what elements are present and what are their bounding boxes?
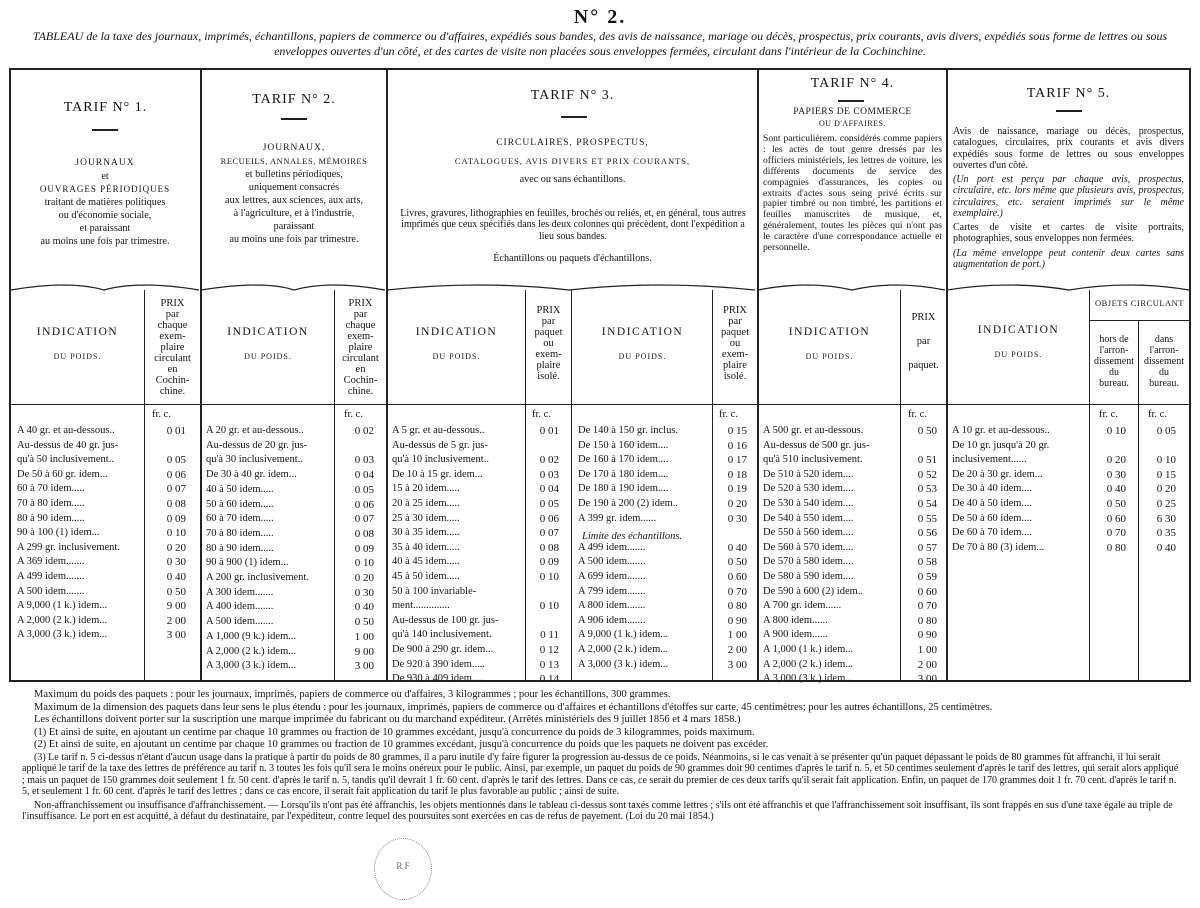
row-price: 0 20 [1106, 454, 1126, 467]
row-label: A 3,000 (3 k.) idem... [578, 658, 669, 670]
row-label: De 510 à 520 idem.... [763, 468, 854, 480]
row-price: 0 01 [166, 425, 186, 437]
row-price: 0 05 [539, 498, 559, 510]
row-price: 0 10 [166, 527, 186, 540]
row-price: 0 03 [354, 454, 374, 467]
price-header: PRIX par chaque exem- plaire circulant en Cochin- chine. [154, 298, 191, 397]
row-label: Au-dessus de 5 gr. jus- [392, 439, 488, 451]
row-label: ment.............. [392, 600, 450, 612]
row-price: 0 02 [539, 454, 559, 467]
row-price: 0 54 [917, 498, 937, 510]
row-price: 3 00 [727, 658, 747, 671]
row-label: A 299 gr. inclusivement. [17, 541, 120, 553]
dash-decoration [561, 116, 587, 118]
row-price: 0 16 [727, 439, 747, 452]
row-price: 0 60 [727, 571, 747, 583]
row-label: A 3,000 (3 k.) idem... [17, 629, 108, 641]
row-price: 0 50 [1106, 498, 1126, 510]
row-label: De 10 à 15 gr. idem... [392, 468, 483, 480]
row-price: 0 13 [539, 658, 559, 671]
unit-label: fr. c. [532, 409, 551, 420]
row-price: 3 00 [166, 629, 186, 642]
row-price: 0 02 [354, 425, 374, 437]
row-price: 0 10 [1156, 454, 1176, 467]
row-price: 0 20 [354, 572, 374, 584]
row-price: 0 18 [727, 468, 747, 481]
row-price: 0 53 [917, 483, 937, 496]
divider [386, 68, 388, 682]
row-label: 90 à 100 (1) idem... [17, 527, 100, 539]
row-label: De 140 à 150 gr. inclus. [578, 425, 679, 436]
row-price: 0 50 [727, 556, 747, 569]
row-label: A 3,000 (3 k.) idem... [763, 673, 854, 685]
row-label: 90 à 900 (1) idem... [206, 557, 289, 569]
row-price: 0 09 [166, 512, 186, 525]
price-header: PRIX par paquet ou exem- plaire isolé. [534, 305, 563, 382]
row-price: 0 30 [1106, 468, 1126, 481]
dash-decoration [1056, 110, 1082, 112]
row-price: 0 10 [539, 571, 559, 583]
row-label: De 180 à 190 idem.... [578, 483, 669, 495]
indication-header: INDICATION DU POIDS. [977, 324, 1060, 359]
row-price: 0 57 [917, 541, 937, 554]
row-label: A 699 idem....... [578, 571, 646, 582]
row-label: De 570 à 580 idem.... [763, 556, 854, 568]
price-header: PRIX par chaque exem- plaire circulant en Cochin- chine. [342, 298, 379, 397]
row-label: 40 à 45 idem..... [392, 556, 460, 568]
tarif-5-paragraph-2: (Un port est perçu par chaque avis, prospectus, circulaire, etc. lors même que plusieurs avis, prospectus, circulaires, etc. seraient imprimés sur le même exemplaire.) [953, 174, 1184, 219]
divider [946, 68, 948, 682]
library-stamp: R F [374, 838, 432, 900]
row-label: De 50 à 60 idem.... [952, 512, 1032, 524]
row-label: 50 à 100 invariable- [392, 585, 477, 597]
tarif-4-description: PAPIERS DE COMMERCE OU D'AFFAIRES. [793, 107, 912, 128]
tarif-4-title: TARIF N° 4. [810, 76, 895, 91]
row-price: 9 00 [166, 600, 186, 613]
divider [200, 68, 202, 682]
row-price: 2 00 [727, 644, 747, 656]
row-price: 0 56 [917, 527, 937, 540]
row-label: De 530 à 540 idem.... [763, 498, 854, 509]
row-price: 3 00 [917, 673, 937, 686]
row-label: A 40 gr. et au-dessous.. [17, 425, 115, 436]
row-label: De 930 à 409 idem..... [392, 673, 486, 685]
row-label: A 900 idem...... [763, 629, 828, 641]
row-price: 0 05 [166, 454, 186, 467]
row-price: 0 08 [539, 541, 559, 554]
dash-decoration [281, 118, 307, 120]
row-label: De 30 à 40 gr. idem... [206, 469, 297, 481]
tarif-5-paragraph-1: Avis de naissance, mariage ou décès, prospectus, catalogues, circulaires, prix courants et avis divers expédiés sous forme de lettres ou sous enveloppes ouvertes d'un côté. [953, 126, 1184, 171]
row-price: 0 09 [354, 542, 374, 555]
row-label: De 160 à 170 idem.... [578, 454, 669, 466]
divider [1089, 320, 1189, 321]
indication-header: INDICATION DU POIDS. [601, 326, 684, 361]
row-price: 0 30 [727, 512, 747, 525]
row-label: A 200 gr. inclusivement. [206, 572, 309, 583]
row-label: qu'à 50 inclusivement.. [17, 454, 114, 466]
row-price: 0 40 [1106, 483, 1126, 496]
indication-header: INDICATION DU POIDS. [36, 326, 119, 361]
row-price: 0 80 [917, 614, 937, 627]
tarif-1-title: TARIF N° 1. [63, 100, 148, 115]
hors-arrondissement-header: hors de l'arron- dissement du bureau. [1094, 334, 1134, 389]
row-label: De 50 à 60 gr. idem... [17, 468, 108, 480]
row-price: 0 40 [166, 571, 186, 583]
row-label: De 190 à 200 (2) idem.. [578, 498, 679, 509]
row-label: De 520 à 530 idem.... [763, 483, 854, 495]
row-label: A 3,000 (3 k.) idem... [206, 660, 297, 672]
divider [571, 290, 572, 682]
row-label: De 70 à 80 (3) idem... [952, 541, 1045, 553]
row-price: 0 01 [539, 425, 559, 437]
row-label: A 500 idem....... [578, 556, 646, 568]
tarif-5-title: TARIF N° 5. [1026, 86, 1111, 101]
row-label: A 700 gr. idem...... [763, 600, 842, 612]
divider [757, 68, 759, 682]
price-header: PRIX par paquet ou exem- plaire isolé. [721, 305, 749, 382]
row-price: 2 00 [917, 658, 937, 671]
row-label: qu'à 10 inclusivement.. [392, 454, 489, 466]
tarif-4-paragraph: Sont particulièrem. considérés comme papiers : les actes de tout genre dressés par les officiers ministériels, les lettres de voiture, les différents documents de service des compagnies d'assurances, les copies ou extraits d'actes sous seing privé écrits sur papier timbré ou non timbré, les partitions et feuilles manuscrites de musique, et, généralement, toutes les pièces qui n'ont pas le caractère d'une correspondance actuelle et personnelle. [763, 133, 942, 254]
tarif-3-samples: Échantillons ou paquets d'échantillons. [493, 253, 652, 264]
row-label: A 500 idem....... [17, 585, 85, 597]
row-price: 0 07 [354, 513, 374, 526]
row-price: 0 06 [539, 512, 559, 525]
row-label: A 300 idem....... [206, 586, 274, 598]
row-label: A 9,000 (1 k.) idem... [17, 600, 108, 612]
row-price: 0 40 [354, 601, 374, 614]
row-price: 0 40 [1156, 541, 1176, 554]
row-label: A 500 idem....... [206, 616, 274, 628]
note: Les échantillons doivent porter sur la suscription une marque imprimée du fabricant ou du marchand expéditeur. (Arrêtés ministériels des 9 juillet 1856 et 4 mars 1858.) [34, 714, 741, 725]
tarif-5-paragraph-3: Cartes de visite et cartes de visite portraits, photographies, sous enveloppes non fermées. [953, 222, 1184, 245]
row-label: A 1,000 (9 k.) idem... [206, 630, 297, 642]
row-price: 0 25 [1156, 498, 1176, 510]
tarif-1-description: JOURNAUX et OUVRAGES PÉRIODIQUES traitant de matières politiques ou d'économie sociale, et paraissant au moins une fois par trimestre. [39, 158, 171, 247]
row-label: qu'à 140 inclusivement. [392, 629, 492, 641]
row-price: 0 70 [917, 600, 937, 613]
unit-label: fr. c. [152, 409, 171, 420]
limite-echantillons-label: Limite des échantillons. [582, 531, 683, 542]
footnotes [22, 689, 1182, 823]
row-label: A 906 idem....... [578, 614, 646, 626]
row-label: qu'à 510 inclusivement. [763, 454, 863, 466]
row-price: 0 15 [727, 425, 747, 437]
row-price: 0 17 [727, 454, 747, 467]
price-header: PRIX par paquet. [908, 312, 939, 371]
row-price: 0 70 [727, 585, 747, 598]
row-label: De 170 à 180 idem.... [578, 468, 669, 480]
row-price: 3 00 [354, 660, 374, 673]
row-price: 6 30 [1156, 512, 1176, 525]
row-price: 0 55 [917, 512, 937, 525]
row-price: 1 00 [917, 644, 937, 656]
row-label: 35 à 40 idem..... [392, 541, 460, 553]
note: Non-affranchissement ou insuffisance d'affranchissement. — Lorsqu'ils n'ont pas été affranchis, les objets mentionnés dans le tableau ci-dessus sont taxés comme lettres ; s'ils ont été affranchis et que l'affranchissement soit insuffisant, ils sont frappés en sus d'une taxe égale au triple de l'insuffisance. Le port en est acquitté, à défaut du destinataire, par l'expéditeur, contre lequel des poursuites sont exercées en cas de refus de payement. (Loi du 20 mai 1854.) [22, 799, 1173, 822]
row-price: 2 00 [166, 614, 186, 627]
row-price: 0 05 [354, 483, 374, 496]
row-price: 0 80 [727, 600, 747, 613]
row-label: De 920 à 390 idem..... [392, 658, 486, 670]
row-label: De 540 à 550 idem.... [763, 512, 854, 524]
row-label: A 369 idem....... [17, 556, 85, 568]
row-label: 40 à 50 idem..... [206, 483, 274, 495]
note: (1) Et ainsi de suite, en ajoutant un centime par chaque 10 grammes ou fraction de 10 grammes excédant, jusqu'à concurrence du poids de 3 kilogrammes, poids maximum. [34, 726, 755, 738]
row-price: 0 19 [727, 483, 747, 496]
row-label: Au-dessus de 500 gr. jus- [763, 439, 870, 451]
indication-header: INDICATION DU POIDS. [227, 326, 309, 361]
row-label: De 560 à 570 idem.... [763, 541, 854, 553]
row-label: 20 à 25 idem..... [392, 498, 460, 509]
unit-label: fr. c. [344, 409, 363, 420]
row-price: 0 30 [166, 556, 186, 569]
row-label: A 500 gr. et au-dessous. [763, 425, 864, 436]
row-price: 0 06 [354, 498, 374, 511]
row-label: De 20 à 30 gr. idem... [952, 468, 1043, 480]
row-label: inclusivement...... [952, 454, 1027, 466]
row-label: A 20 gr. et au-dessous.. [206, 425, 304, 436]
row-label: 25 à 30 idem..... [392, 512, 460, 524]
unit-label: fr. c. [719, 409, 738, 420]
row-label: 30 à 35 idem..... [392, 527, 460, 539]
row-label: 70 à 80 idem..... [17, 498, 85, 509]
row-price: 0 20 [166, 541, 186, 554]
row-label: A 9,000 (1 k.) idem... [578, 629, 669, 641]
row-label: A 10 gr. et au-dessous.. [952, 425, 1050, 436]
row-label: A 499 idem....... [578, 541, 646, 553]
row-label: Au-dessus de 40 gr. jus- [17, 439, 119, 451]
row-price: 0 50 [354, 616, 374, 629]
objets-circulant-header: OBJETS CIRCULANT [1095, 298, 1184, 308]
table-number: N° 2. [573, 6, 627, 28]
divider [11, 404, 1189, 405]
row-label: De 10 gr. jusqu'à 20 gr. [952, 439, 1050, 451]
row-price: 0 09 [539, 556, 559, 569]
row-price: 0 50 [917, 425, 937, 437]
note: (3) Le tarif n. 5 ci-dessus n'étant d'aucun usage dans la pratique à partir du poids de 80 grammes, il a paru inutile d'y faire figurer la progression au-dessus de ce poids. Néanmoins, si le cas venait à se présenter qu'un paquet dépassant le poids de 80 grammes fût affranchi, il lui serait appliqué le tarif de la taxe des lettres de préférence au tarif n. 3 toutes les fois qu'il sera le moins onéreux pour le public. Ainsi, par exemple, un paquet du poids de 90 grammes doit 90 centimes d'après le tarif n. 5, et 50 centimes seulement d'après le tarif des lettres, qui serait alors appliqué ; mais un paquet de 150 grammes doit seulement 1 fr. 50 cent. d'après le tarif n. 5, tandis qu'il devrait 1 fr. 60 cent. d'après le tarif des lettres. Dans ce cas, ce serait du premier de ces deux tarifs qu'il serait fait application. Enfin, un paquet de 170 grammes doit 1 fr. 70 cent. d'après le tarif n. 5, et seulement 1 fr. 60 cent. d'après le tarif des lettres ; dans ce cas encore, il serait fait application du tarif le plus favorable au public ; ainsi de suite. [22, 751, 1179, 797]
row-label: A 800 idem....... [578, 600, 646, 612]
row-price: 0 15 [1156, 468, 1176, 481]
row-price: 0 60 [1106, 512, 1126, 525]
row-label: A 499 idem....... [17, 571, 85, 582]
tarif-2-title: TARIF N° 2. [252, 92, 336, 107]
row-label: A 2,000 (2 k.) idem... [17, 614, 108, 626]
row-price: 0 58 [917, 556, 937, 569]
row-label: De 30 à 40 idem.... [952, 483, 1032, 495]
row-price: 0 90 [727, 614, 747, 627]
tarif-2-description: JOURNAUX, RECUEILS, ANNALES, MÉMOIRES et bulletins périodiques, uniquement consacrés aux lettres, aux sciences, aux arts, à l'agriculture, et à l'industrie, paraissant au moins une fois par trimestre. [220, 143, 368, 245]
row-label: A 5 gr. et au-dessous.. [392, 425, 485, 436]
row-label: A 2,000 (2 k.) idem... [578, 644, 669, 655]
row-label: 50 à 60 idem..... [206, 498, 274, 510]
row-price: 0 52 [917, 468, 937, 481]
row-price: 0 04 [354, 469, 374, 482]
row-label: De 550 à 560 idem.... [763, 527, 854, 539]
tarif-5-paragraph-4: (La même enveloppe peut contenir deux cartes sans augmentation de port.) [953, 248, 1184, 271]
tarif-3-description: CIRCULAIRES, PROSPECTUS, CATALOGUES, AVIS DIVERS ET PRIX COURANTS, avec ou sans échantillons. [454, 138, 691, 185]
row-label: De 590 à 600 (2) idem.. [763, 585, 864, 597]
row-label: 80 à 90 idem..... [206, 542, 274, 554]
unit-label: fr. c. [1099, 409, 1118, 420]
row-label: 60 à 70 idem..... [17, 483, 85, 495]
row-label: A 2,000 (2 k.) idem... [206, 645, 297, 657]
tarif-3-paragraph: Livres, gravures, lithographies en feuilles, brochés ou reliés, et, en général, tous autres imprimés que ceux spécifiés dans les deux colonnes qui précèdent, dont l'expédition a lieu sous bandes. [400, 208, 746, 242]
row-price: 0 08 [166, 498, 186, 510]
row-label: De 60 à 70 idem.... [952, 527, 1032, 539]
row-price: 0 06 [166, 468, 186, 481]
row-label: A 1,000 (1 k.) idem... [763, 644, 854, 655]
row-price: 0 08 [354, 527, 374, 540]
note: Maximum de la dimension des paquets dans leur sens le plus étendu : pour les journaux, imprimés, papiers de commerce ou d'affaires et échantillons d'étoffes sur carte, 45 centimètres; pour les autres échantillons, 25 centimètres. [34, 701, 993, 713]
row-price: 9 00 [354, 645, 374, 658]
row-price: 0 10 [354, 557, 374, 570]
row-label: De 900 à 290 gr. idem... [392, 644, 494, 655]
note: Maximum du poids des paquets : pour les journaux, imprimés, papiers de commerce ou d'affaires, 3 kilogrammes ; pour les échantillons, 300 grammes. [34, 689, 671, 700]
row-price: 0 04 [539, 483, 559, 496]
row-price: 0 05 [1156, 425, 1176, 437]
unit-label: fr. c. [1148, 409, 1167, 420]
row-label: Au-dessus de 20 gr. jus- [206, 439, 308, 451]
row-label: Au-dessus de 100 gr. jus- [392, 614, 499, 626]
row-label: 70 à 80 idem..... [206, 527, 274, 539]
dash-decoration [92, 129, 118, 131]
row-price: 0 30 [354, 586, 374, 599]
row-price: 0 10 [1106, 425, 1126, 437]
row-label: De 580 à 590 idem.... [763, 571, 854, 582]
note: (2) Et ainsi de suite, en ajoutant un centime par chaque 10 grammes ou fraction de 10 grammes excédant, jusqu'à concurrence du poids que les paquets ne doivent pas excéder. [34, 739, 769, 750]
row-label: 80 à 90 idem..... [17, 512, 85, 524]
row-price: 0 59 [917, 571, 937, 583]
dash-decoration [838, 100, 864, 102]
row-label: A 800 idem...... [763, 614, 828, 626]
row-label: A 399 gr. idem...... [578, 512, 657, 524]
row-price: 1 00 [354, 630, 374, 643]
table-subtitle: TABLEAU de la taxe des journaux, imprimés, échantillons, papiers de commerce ou d'affaires, expédiés sous bandes, des avis de naissance, mariage ou décès, prospectus, prix courants, avis divers, expédiés sous forme de lettres ou sous enveloppes ouvertes d'un côté, et des cartes de visite non placées sous enveloppes fermées, circulant dans l'intérieur de la Cochinchine. [32, 29, 1168, 58]
row-price: 1 00 [727, 629, 747, 642]
row-price: 0 20 [1156, 483, 1176, 496]
row-label: De 150 à 160 idem.... [578, 439, 669, 451]
row-label: 15 à 20 idem..... [392, 483, 460, 495]
row-price: 0 51 [917, 454, 937, 467]
row-label: 45 à 50 idem..... [392, 571, 460, 582]
row-price: 0 70 [1106, 527, 1126, 540]
row-price: 0 07 [539, 527, 559, 540]
row-price: 0 11 [540, 629, 559, 642]
row-price: 0 14 [539, 673, 559, 686]
indication-header: INDICATION DU POIDS. [788, 326, 871, 361]
indication-header: INDICATION DU POIDS. [415, 326, 498, 361]
brace-decoration [9, 280, 1191, 300]
unit-label: fr. c. [908, 409, 927, 420]
row-price: 0 60 [917, 585, 937, 598]
row-price: 0 90 [917, 629, 937, 642]
row-price: 0 35 [1156, 527, 1176, 540]
row-label: A 400 idem....... [206, 601, 274, 613]
row-label: A 799 idem....... [578, 585, 646, 597]
row-price: 0 10 [539, 600, 559, 613]
row-price: 0 20 [727, 498, 747, 510]
row-price: 0 12 [539, 644, 559, 656]
row-label: 60 à 70 idem..... [206, 513, 274, 525]
row-price: 0 03 [539, 468, 559, 481]
row-label: A 2,000 (2 k.) idem... [763, 658, 854, 670]
tarif-3-title: TARIF N° 3. [530, 88, 615, 103]
row-price: 0 40 [727, 541, 747, 554]
row-price: 0 80 [1106, 541, 1126, 554]
dans-arrondissement-header: dans l'arron- dissement du bureau. [1144, 334, 1184, 389]
row-label: qu'à 30 inclusivement.. [206, 454, 303, 466]
row-price: 0 07 [166, 483, 186, 496]
row-label: De 40 à 50 idem.... [952, 498, 1032, 509]
row-price: 0 50 [166, 585, 186, 598]
